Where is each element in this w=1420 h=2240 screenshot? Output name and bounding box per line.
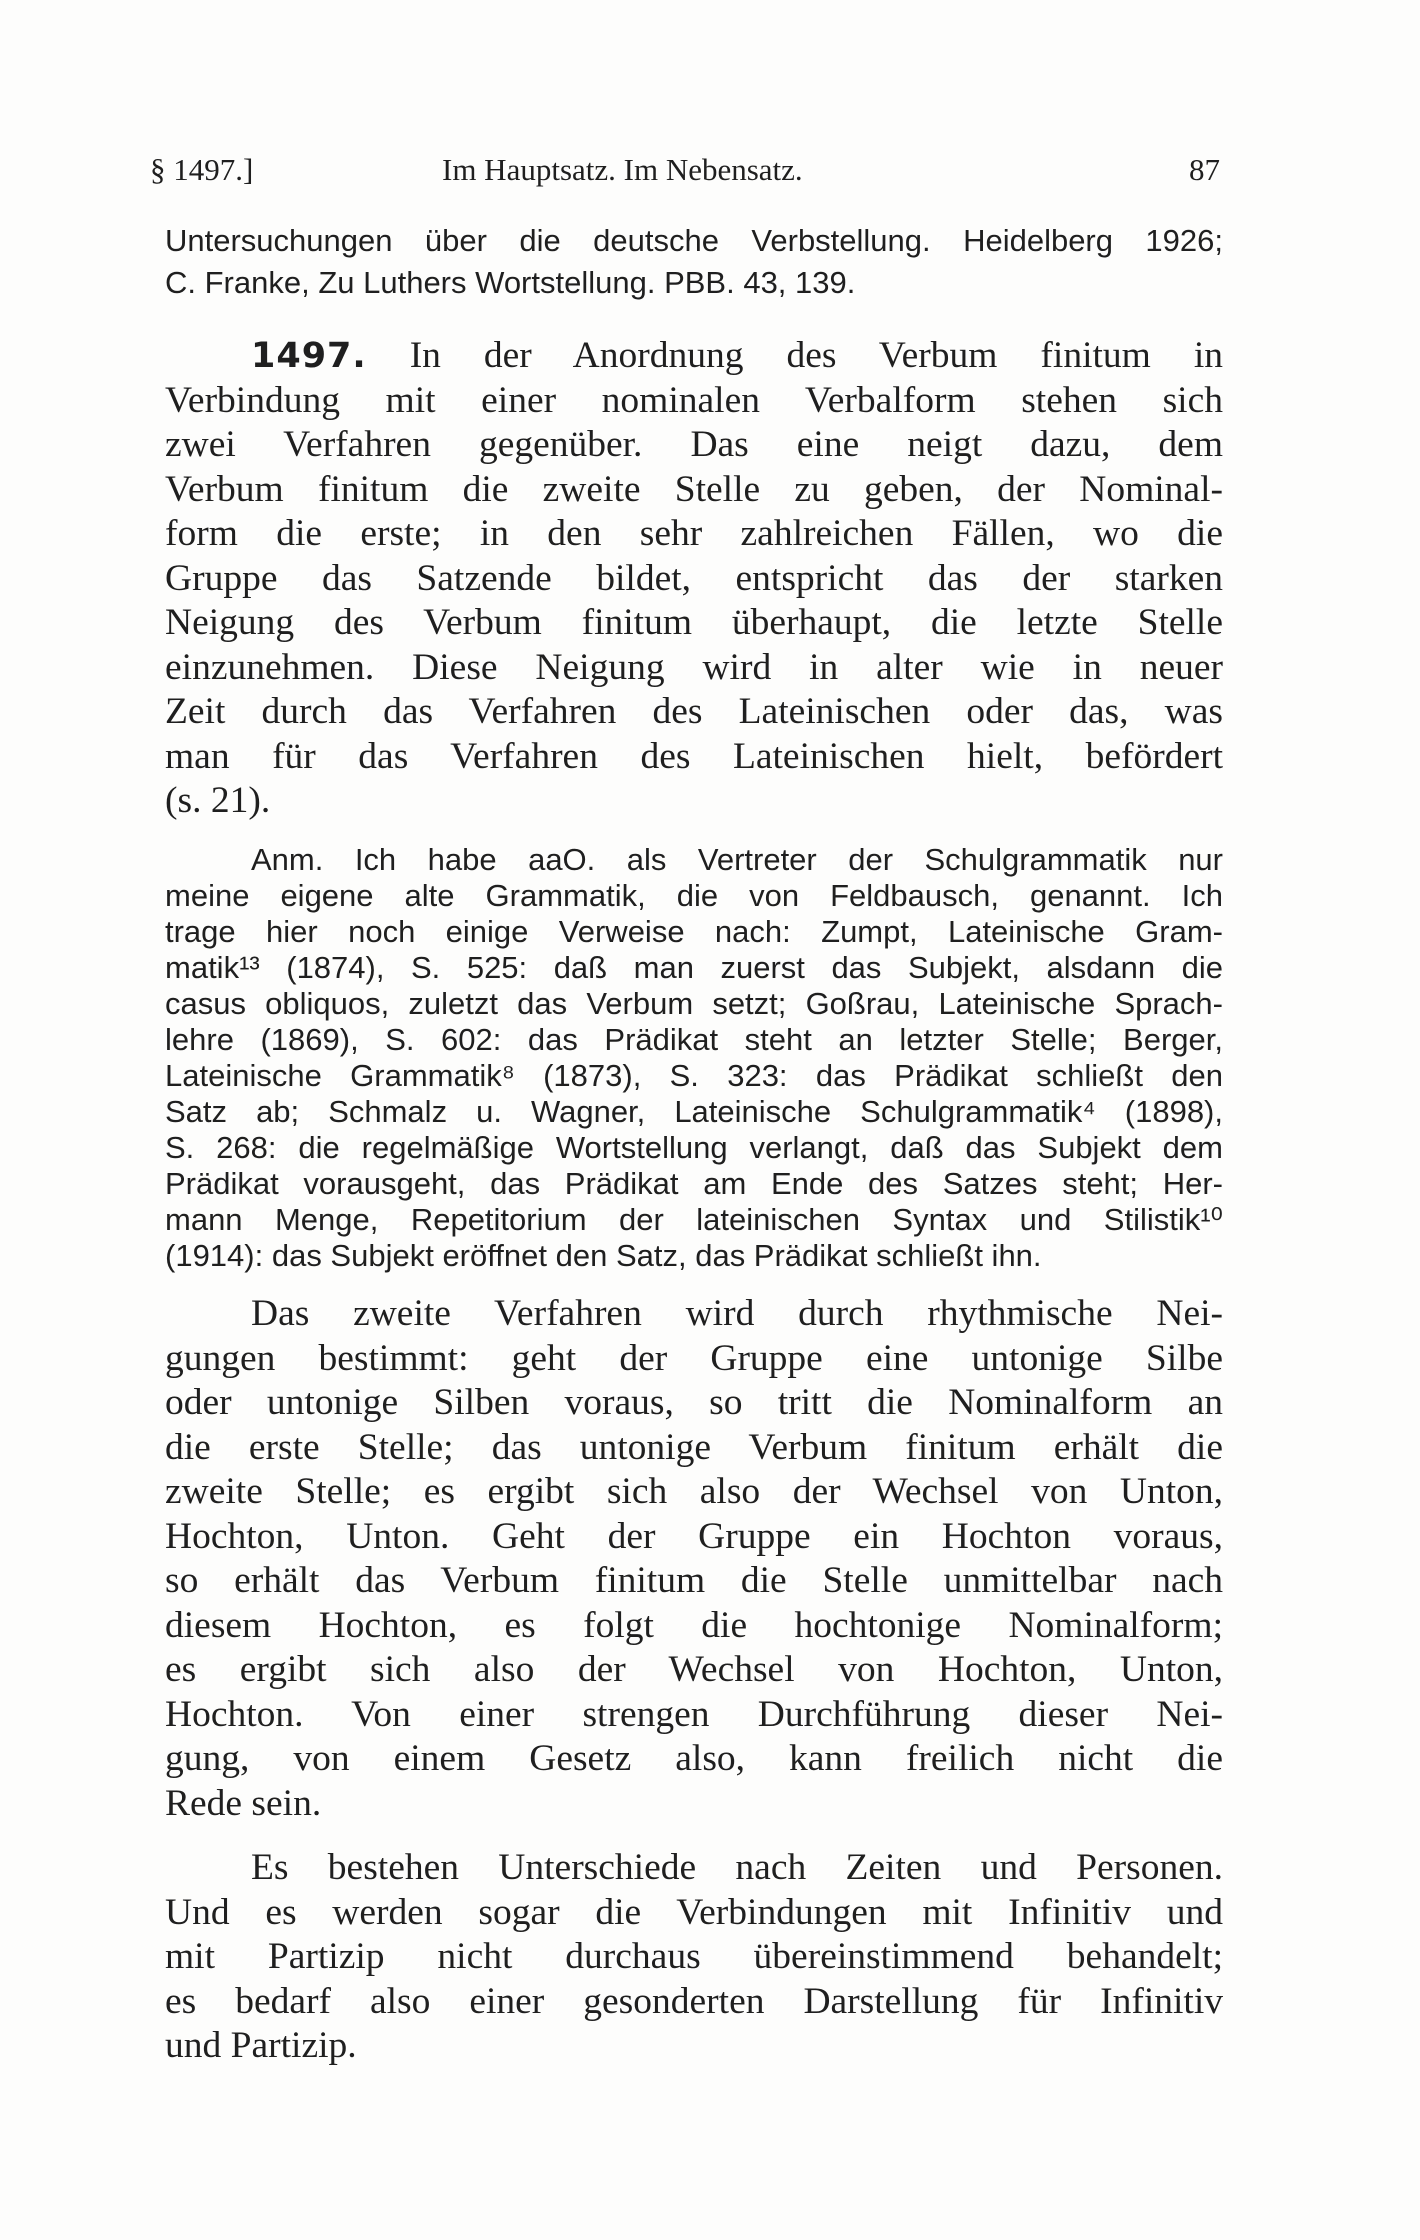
annotation-line: meine eigene alte Grammatik, die von Feldbausch, genannt. Ich — [165, 878, 1223, 913]
annotation-line: (1914): das Subjekt eröffnet den Satz, das Prädikat schließt ihn. — [165, 1238, 1042, 1273]
running-title: Im Hauptsatz. Im Nebensatz. — [442, 152, 803, 187]
paragraph-line: Gruppe das Satzende bildet, entspricht das der starken — [165, 557, 1223, 599]
paragraph-line: diesem Hochton, es folgt die hochtonige Nominalform; — [165, 1604, 1223, 1646]
paragraph-line: Verbindung mit einer nominalen Verbalform stehen sich — [165, 379, 1223, 421]
paragraph-line: die erste Stelle; das untonige Verbum finitum erhält die — [165, 1426, 1223, 1468]
paragraph-1497 — [165, 334, 1223, 824]
paragraph-line: und Partizip. — [165, 2025, 357, 2066]
page-number: 87 — [1189, 152, 1220, 187]
annotation-line: Anm. Ich habe aaO. als Vertreter der Schulgrammatik nur — [251, 842, 1223, 877]
paragraph-line: Es bestehen Unterschiede nach Zeiten und Personen. — [251, 1847, 1223, 1888]
annotation-line: mann Menge, Repetitorium der lateinischen Syntax und Stilistik¹⁰ — [165, 1202, 1223, 1237]
literature-references — [165, 220, 1223, 304]
paragraph-line: Zeit durch das Verfahren des Lateinischen oder das, was — [165, 691, 1223, 732]
paragraph-line: form die erste; in den sehr zahlreichen Fällen, wo die — [165, 513, 1223, 554]
paragraph-line: Und es werden sogar die Verbindungen mit Infinitiv und — [165, 1891, 1223, 1933]
paragraph-line: gungen bestimmt: geht der Gruppe eine untonige Silbe — [165, 1337, 1223, 1379]
literature-line: C. Franke, Zu Luthers Wortstellung. PBB. 43, 139. — [165, 265, 856, 300]
literature-line: Untersuchungen über die deutsche Verbstellung. Heidelberg 1926; — [165, 223, 1223, 258]
paragraph-second-procedure — [165, 1292, 1223, 1826]
annotation-line: trage hier noch einige Verweise nach: Zumpt, Lateinische Gram- — [165, 914, 1223, 949]
paragraph-line: Das zweite Verfahren wird durch rhythmische Nei- — [251, 1293, 1223, 1334]
annotation-line: lehre (1869), S. 602: das Prädikat steht an letzter Stelle; Berger, — [165, 1022, 1223, 1057]
paragraph-line: zweite Stelle; es ergibt sich also der Wechsel von Unton, — [165, 1471, 1223, 1512]
running-head — [150, 150, 1220, 190]
paragraph-line: einzunehmen. Diese Neigung wird in alter wie in neuer — [165, 646, 1223, 688]
paragraph-line: gung, von einem Gesetz also, kann freilich nicht die — [165, 1738, 1223, 1779]
section-reference: § 1497.] — [150, 152, 254, 187]
paragraph-line: oder untonige Silben voraus, so tritt die Nominalform an — [165, 1382, 1223, 1423]
annotation-line: casus obliquos, zuletzt das Verbum setzt; Goßrau, Lateinische Sprach- — [165, 986, 1223, 1021]
annotation-line: Lateinische Grammatik⁸ (1873), S. 323: das Prädikat schließt den — [165, 1058, 1223, 1093]
paragraph-first-line-text: In der Anordnung des Verbum finitum in — [409, 335, 1223, 376]
paragraph-line: Rede sein. — [165, 1782, 322, 1824]
annotation-line: Prädikat vorausgeht, das Prädikat am Ende des Satzes steht; Her- — [165, 1166, 1223, 1201]
paragraph-number: 1497. — [251, 336, 367, 376]
paragraph-line: so erhält das Verbum finitum die Stelle unmittelbar nach — [165, 1560, 1223, 1601]
paragraph-line: mit Partizip nicht durchaus übereinstimmend behandelt; — [165, 1936, 1223, 1977]
paragraph-line: Hochton, Unton. Geht der Gruppe ein Hochton voraus, — [165, 1515, 1223, 1557]
annotation-line: Satz ab; Schmalz u. Wagner, Lateinische Schulgrammatik⁴ (1898), — [165, 1094, 1223, 1129]
paragraph-differences — [165, 1846, 1223, 2069]
paragraph-line: man für das Verfahren des Lateinischen hielt, befördert — [165, 735, 1223, 777]
paragraph-line: Verbum finitum die zweite Stelle zu geben, der Nominal- — [165, 468, 1223, 510]
paragraph-first-line — [165, 334, 1223, 379]
paragraph-line: zwei Verfahren gegenüber. Das eine neigt dazu, dem — [165, 424, 1223, 465]
annotation-note — [165, 842, 1223, 1274]
paragraph-line: Hochton. Von einer strengen Durchführung dieser Nei- — [165, 1693, 1223, 1735]
annotation-line: S. 268: die regelmäßige Wortstellung verlangt, daß das Subjekt dem — [165, 1130, 1223, 1165]
paragraph-line: es ergibt sich also der Wechsel von Hochton, Unton, — [165, 1649, 1223, 1690]
paragraph-line: (s. 21). — [165, 780, 271, 821]
paragraph-line: Neigung des Verbum finitum überhaupt, die letzte Stelle — [165, 602, 1223, 643]
annotation-line: matik¹³ (1874), S. 525: daß man zuerst das Subjekt, alsdann die — [165, 950, 1223, 985]
paragraph-line: es bedarf also einer gesonderten Darstellung für Infinitiv — [165, 1980, 1223, 2022]
